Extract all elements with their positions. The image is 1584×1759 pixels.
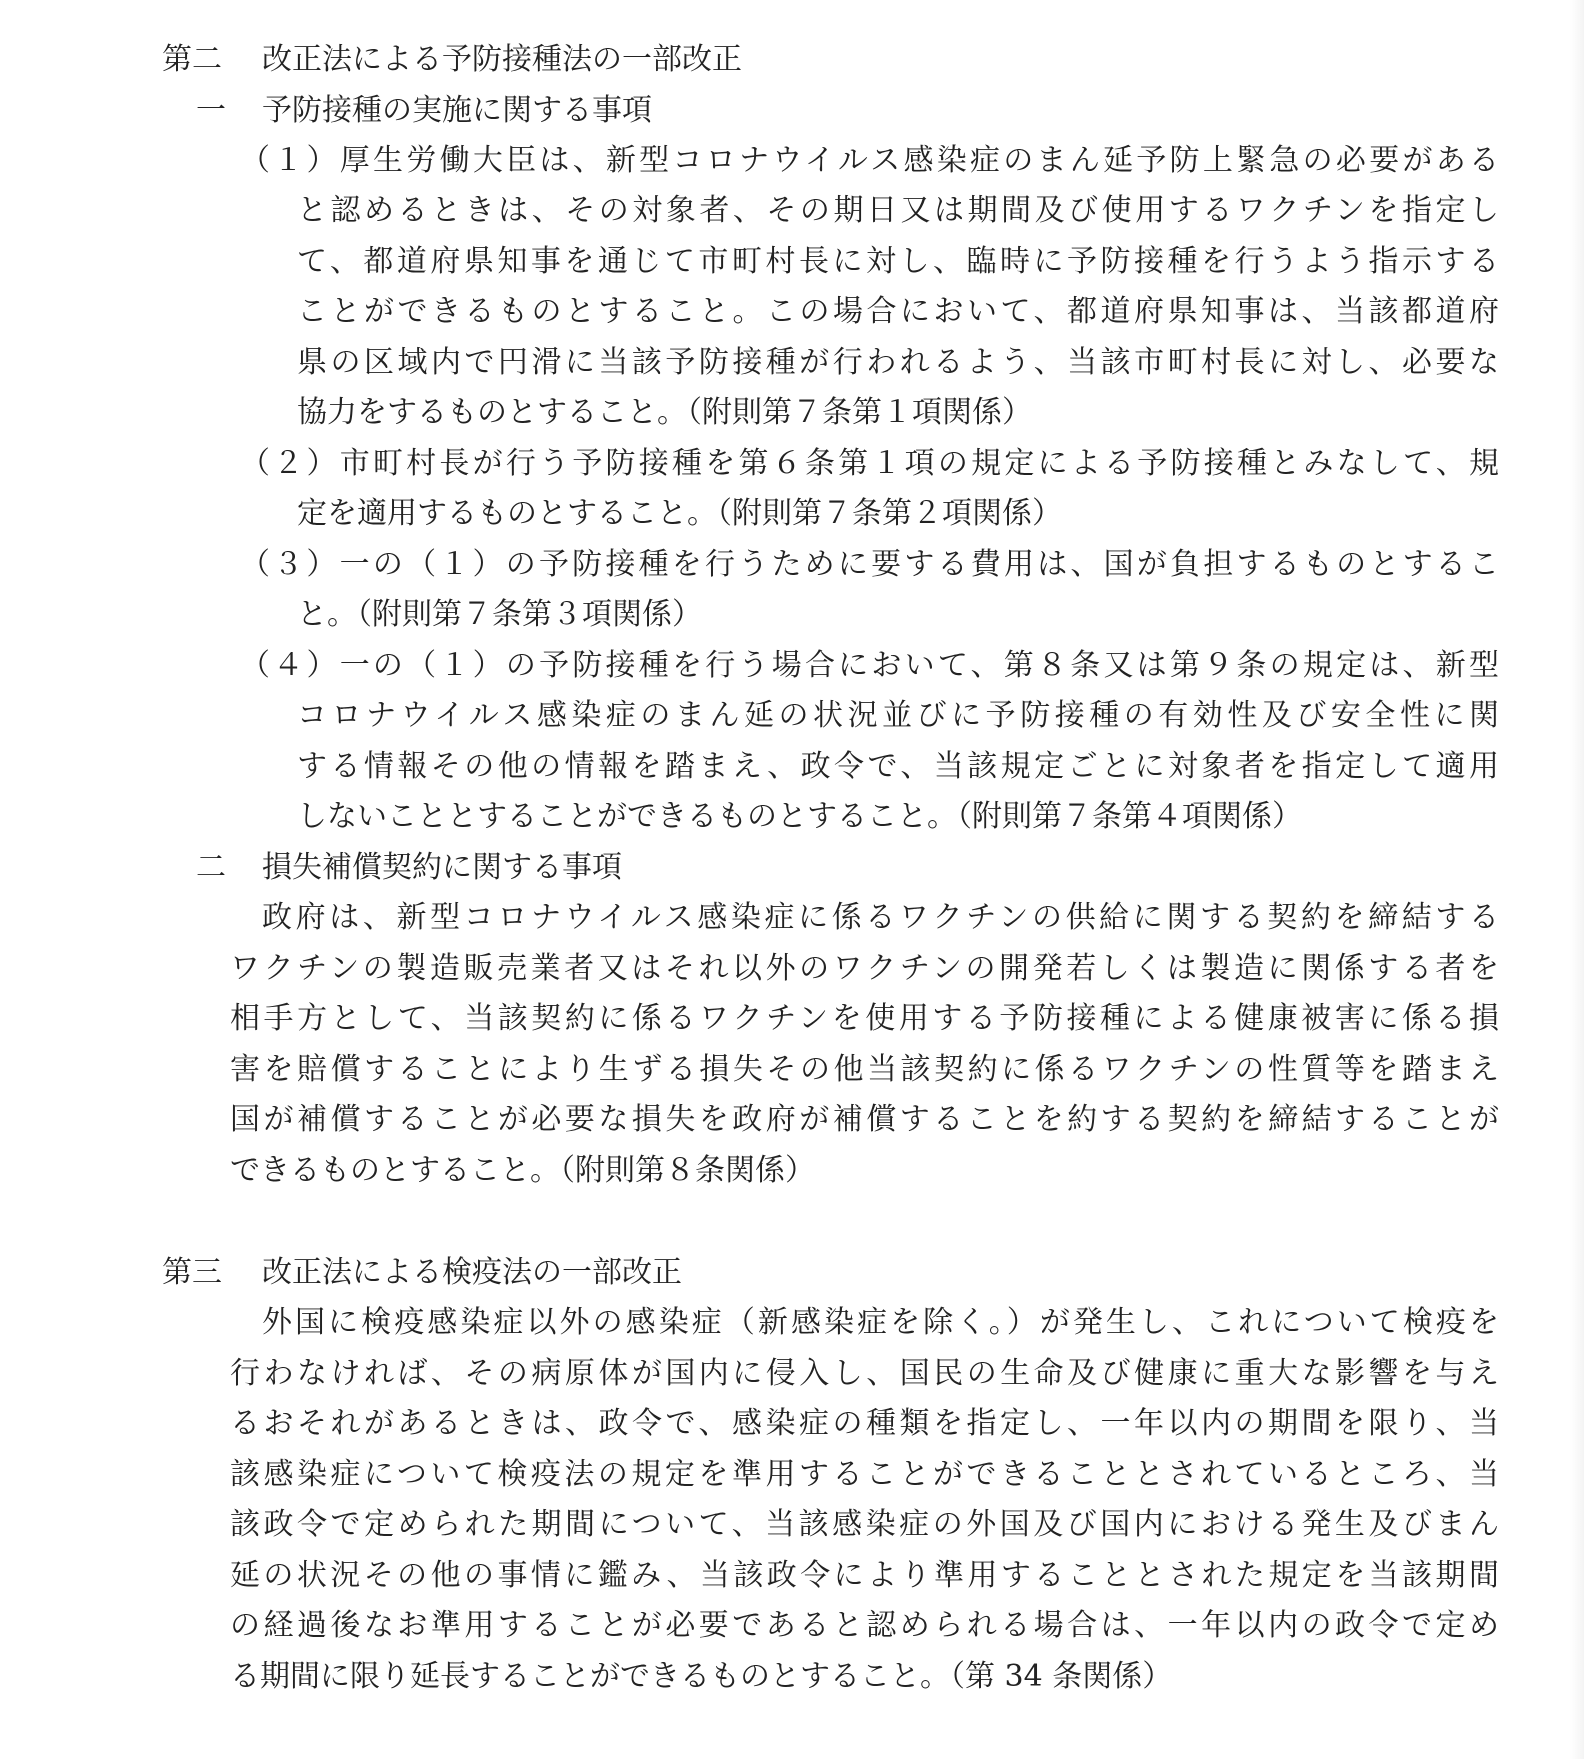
subsection-1-title: 予防接種の実施に関する事項 — [262, 93, 652, 128]
paragraph-line: 政府は、新型コロナウイルス感染症に係るワクチンの供給に関する契約を締結する — [262, 900, 1499, 935]
item-2-line: （２）市町村長が行う予防接種を第６条第１項の規定による予防接種とみなして、規 — [240, 446, 1499, 481]
item-3-line: （３）一の（１）の予防接種を行うために要する費用は、国が負担するものとするこ — [240, 547, 1499, 582]
paragraph-line: 行わなければ、その病原体が国内に侵入し、国民の生命及び健康に重大な影響を与え — [230, 1356, 1499, 1391]
item-1-line: （１）厚生労働大臣は、新型コロナウイルス感染症のまん延予防上緊急の必要がある — [240, 143, 1499, 178]
section-2-number: 第二 — [162, 42, 222, 77]
item-4-line: （４）一の（１）の予防接種を行う場合において、第８条又は第９条の規定は、新型 — [240, 648, 1499, 683]
paragraph-line: 外国に検疫感染症以外の感染症（新感染症を除く。）が発生し、これについて検疫を — [262, 1305, 1499, 1340]
paragraph-line: 相手方として、当該契約に係るワクチンを使用する予防接種による健康被害に係る損 — [230, 1001, 1499, 1036]
paragraph-line: 国が補償することが必要な損失を政府が補償することを約する契約を締結することが — [230, 1102, 1499, 1137]
item-4-line: コロナウイルス感染症のまん延の状況並びに予防接種の有効性及び安全性に関 — [297, 698, 1499, 733]
paragraph-line: 害を賠償することにより生ずる損失その他当該契約に係るワクチンの性質等を踏まえ — [230, 1052, 1499, 1087]
item-1-line: て、都道府県知事を通じて市町村長に対し、臨時に予防接種を行うよう指示する — [297, 244, 1499, 279]
paragraph-line: 該政令で定められた期間について、当該感染症の外国及び国内における発生及びまん — [230, 1507, 1499, 1542]
paragraph-line: る期間に限り延長することができるものとすること。（第 34 条関係） — [230, 1659, 1173, 1694]
item-3-line: と。（附則第７条第３項関係） — [297, 597, 702, 632]
paragraph-line: ワクチンの製造販売業者又はそれ以外のワクチンの開発若しくは製造に関係する者を — [230, 951, 1499, 986]
subsection-2-number: 二 — [196, 850, 226, 885]
page-edge — [1570, 0, 1584, 1759]
item-2-line: 定を適用するものとすること。（附則第７条第２項関係） — [297, 496, 1062, 531]
section-2-title: 改正法による予防接種法の一部改正 — [262, 42, 742, 77]
item-1-line: 県の区域内で円滑に当該予防接種が行われるよう、当該市町村長に対し、必要な — [297, 345, 1499, 380]
section-3-heading — [162, 1248, 682, 1298]
section-2-heading — [162, 35, 742, 85]
section-3-title: 改正法による検疫法の一部改正 — [262, 1255, 682, 1290]
item-1-line: ことができるものとすること。この場合において、都道府県知事は、当該都道府 — [297, 294, 1499, 329]
paragraph-line: の経過後なお準用することが必要であると認められる場合は、一年以内の政令で定め — [230, 1608, 1499, 1643]
paragraph-line: 該感染症について検疫法の規定を準用することができることとされているところ、当 — [230, 1457, 1499, 1492]
item-1-line: と認めるときは、その対象者、その期日又は期間及び使用するワクチンを指定し — [297, 193, 1499, 228]
subsection-1-heading — [196, 86, 652, 136]
item-4-line: する情報その他の情報を踏まえ、政令で、当該規定ごとに対象者を指定して適用 — [297, 749, 1499, 784]
subsection-2-title: 損失補償契約に関する事項 — [262, 850, 622, 885]
section-3-number: 第三 — [162, 1255, 222, 1290]
paragraph-line: るおそれがあるときは、政令で、感染症の種類を指定し、一年以内の期間を限り、当 — [230, 1406, 1499, 1441]
item-4-line: しないこととすることができるものとすること。（附則第７条第４項関係） — [297, 799, 1302, 834]
paragraph-line: できるものとすること。（附則第８条関係） — [230, 1153, 815, 1188]
subsection-2-heading — [196, 843, 622, 893]
subsection-1-number: 一 — [196, 93, 226, 128]
item-1-line: 協力をするものとすること。（附則第７条第１項関係） — [297, 395, 1032, 430]
paragraph-line: 延の状況その他の事情に鑑み、当該政令により準用することとされた規定を当該期間 — [230, 1558, 1499, 1593]
